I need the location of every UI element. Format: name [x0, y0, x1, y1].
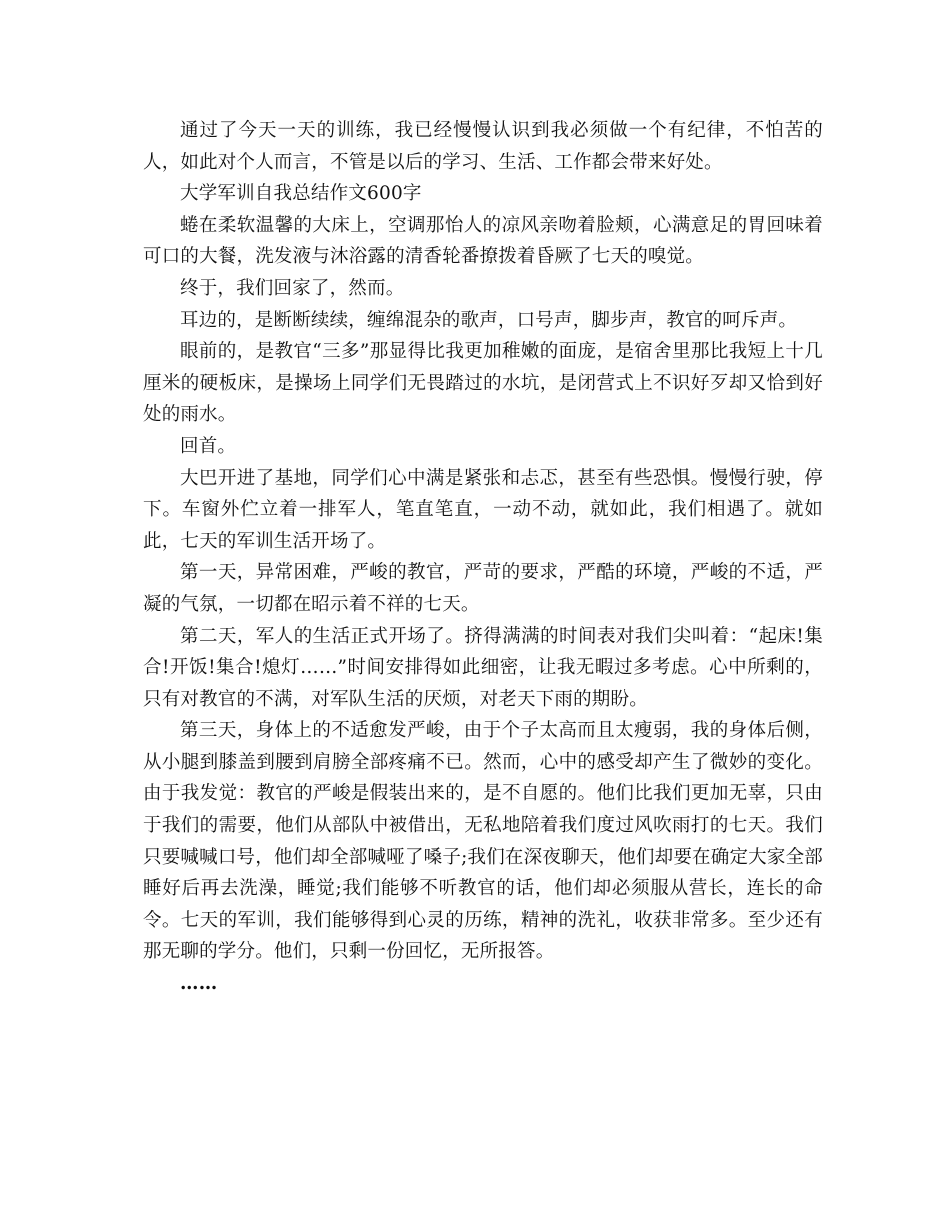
- paragraph-10: 第三天，身体上的不适愈发严峻，由于个子太高而且太瘦弱，我的身体后侧，从小腿到膝盖到腰到肩膀全部疼痛不已。然而，心中的感受却产生了微妙的变化。由于我发觉：教官的严峻是假装出来的，是不自愿的。他们比我们更加无辜，只由于我们的需要，他们从部队中被借出，无私地陪着我们度过风吹雨打的七天。我们只要喊喊口号，他们却全部喊哑了嗓子;我们在深夜聊天，他们却要在确定大家全部睡好后再去洗澡，睡觉;我们能够不听教官的话，他们却必须服从营长，连长的命令。七天的军训，我们能够得到心灵的历练，精神的洗礼，收获非常多。至少还有那无聊的学分。他们，只剩一份回忆，无所报答。: [143, 720, 823, 963]
- paragraph-7: 大巴开进了基地，同学们心中满是紧张和忐忑，甚至有些恐惧。慢慢行驶，停下。车窗外伫立着一排军人，笔直笔直，一动不动，就如此，我们相遇了。就如此，七天的军训生活开场了。: [143, 467, 823, 552]
- paragraph-3: 终于，我们回家了，然而。: [180, 277, 405, 299]
- paragraph-5: 眼前的，是教官“三多”那显得比我更加稚嫩的面庞，是宿舍里那比我短上十几厘米的硬板床，是操场上同学们无畏踏过的水坑，是闭营式上不识好歹却又恰到好处的雨水。: [143, 341, 823, 426]
- paragraph-9: 第二天，军人的生活正式开场了。挤得满满的时间表对我们尖叫着：“起床!集合!开饭!集合!熄灯……”时间安排得如此细密，让我无暇过多考虑。心中所剩的，只有对教官的不满，对军队生活的厌烦，对老天下雨的期盼。: [143, 625, 823, 710]
- paragraph-4: 耳边的，是断断续续，缠绵混杂的歌声，口号声，脚步声，教官的呵斥声。: [180, 309, 798, 331]
- paragraph-6: 回首。: [180, 435, 237, 457]
- ellipsis-marker: ……: [180, 973, 218, 995]
- section-heading: 大学军训自我总结作文600字: [180, 183, 422, 205]
- paragraph-1: 通过了今天一天的训练，我已经慢慢认识到我必须做一个有纪律，不怕苦的人，如此对个人而言，不管是以后的学习、生活、工作都会带来好处。: [143, 120, 823, 173]
- document-body: [143, 115, 823, 1000]
- paragraph-8: 第一天，异常困难，严峻的教官，严苛的要求，严酷的环境，严峻的不适，严凝的气氛，一切都在昭示着不祥的七天。: [143, 562, 823, 615]
- paragraph-2: 蜷在柔软温馨的大床上，空调那怡人的凉风亲吻着脸颊，心满意足的胃回味着可口的大餐，洗发液与沐浴露的清香轮番撩拨着昏厥了七天的嗅觉。: [143, 214, 823, 268]
